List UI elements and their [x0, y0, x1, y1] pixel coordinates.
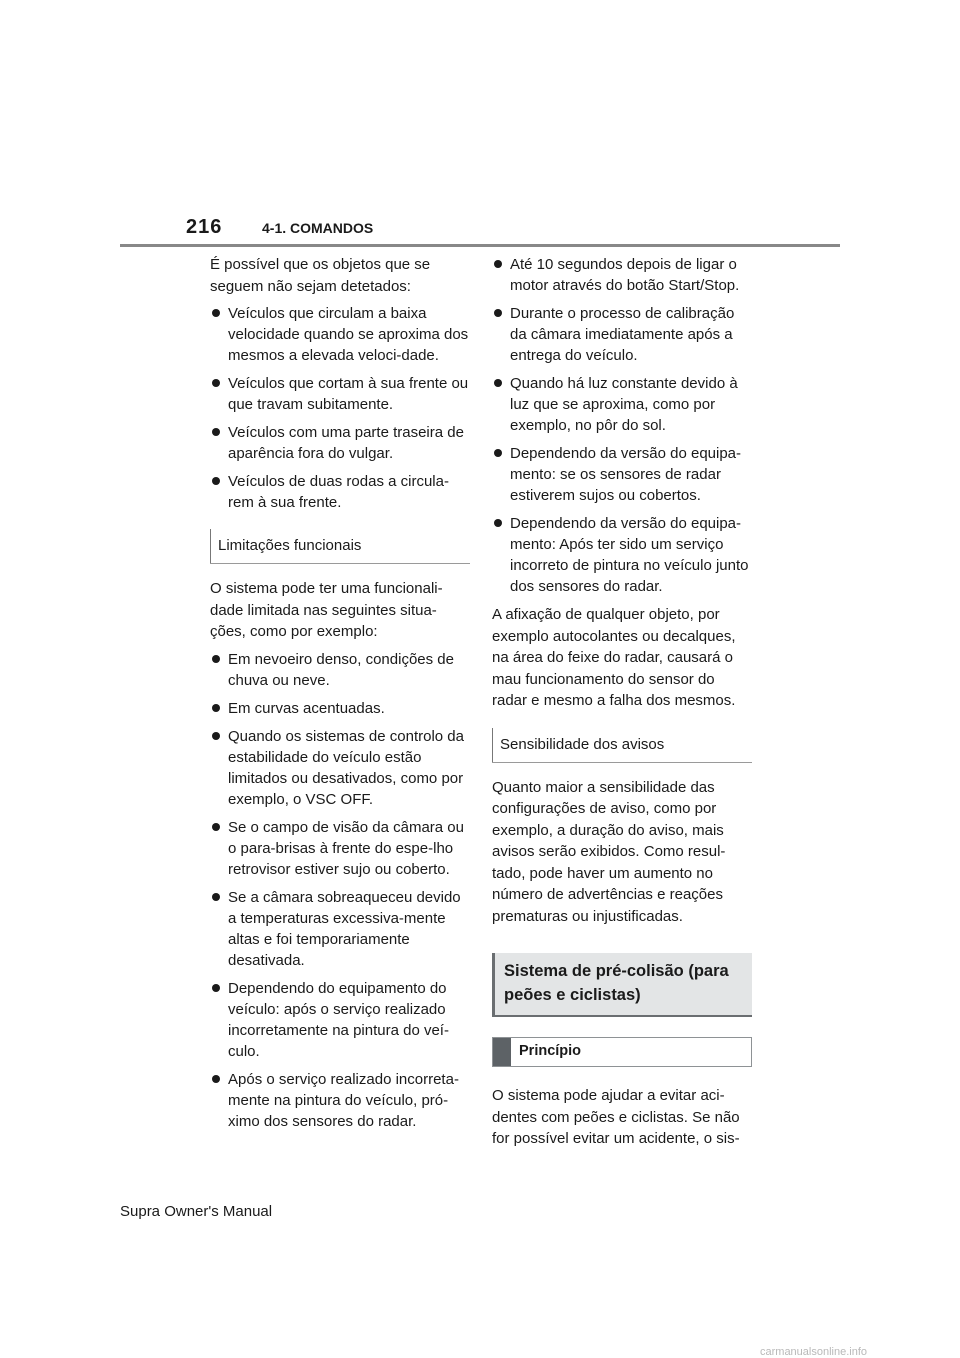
not-detected-list [210, 303, 470, 513]
intro-paragraph: É possível que os objetos que se seguem não sejam detetados: [210, 256, 431, 295]
list-item: Se o campo de visão da câmara ou o para-brisas à frente do espe-lho retrovisor estiver sujo ou coberto. [210, 817, 470, 880]
sensitivity-heading-text: Sensibilidade dos avisos [500, 735, 665, 753]
list-item: Durante o processo de calibração da câmara imediatamente após a entrega do veículo. [492, 303, 752, 366]
limitations-heading [210, 529, 470, 564]
list-item: Veículos que cortam à sua frente ou que travam subitamente. [210, 373, 470, 415]
list-item: Quando os sistemas de controlo da estabilidade do veículo estão limitados ou desativados, como por exemplo, o VSC OFF. [210, 726, 470, 810]
list-item: Quando há luz constante devido à luz que se aproxima, como por exemplo, no pôr do sol. [492, 373, 752, 436]
left-column [210, 254, 470, 1139]
principle-paragraph: O sistema pode ajudar a evitar aci-dentes com peões e ciclistas. Se não for possível evitar um acidente, o sis- [492, 1087, 740, 1147]
radar-note: A afixação de qualquer objeto, por exemplo autocolantes ou decalques, na área do feixe do radar, causará o mau funcionamento do sensor do radar e mesmo a falha dos mesmos. [492, 606, 736, 709]
header-divider [120, 244, 840, 247]
limitations-intro: O sistema pode ter uma funcionali-dade limitada nas seguintes situa-ções, como por exemplo: [210, 580, 443, 640]
sensitivity-heading [492, 728, 752, 763]
section-title: 4-1. COMANDOS [262, 220, 374, 236]
precollision-section-heading: Sistema de pré-colisão (para peões e ciclistas) [492, 953, 752, 1017]
limitations-list-continued [492, 254, 752, 597]
principle-heading: Princípio [492, 1037, 752, 1067]
right-column [492, 254, 752, 1156]
list-item: Até 10 segundos depois de ligar o motor através do botão Start/Stop. [492, 254, 752, 296]
limitations-list [210, 649, 470, 1132]
list-item: Dependendo da versão do equipa-mento: Após ter sido um serviço incorreto de pintura no veículo junto dos sensores do radar. [492, 513, 752, 597]
limitations-heading-text: Limitações funcionais [218, 537, 362, 554]
watermark: carmanualsonline.info [760, 1346, 868, 1358]
page-number: 216 [186, 216, 223, 238]
list-item: Veículos de duas rodas a circula-rem à sua frente. [210, 471, 470, 513]
list-item: Após o serviço realizado incorreta-mente na pintura do veículo, pró-ximo dos sensores do radar. [210, 1069, 470, 1132]
sensitivity-paragraph: Quanto maior a sensibilidade das configurações de aviso, como por exemplo, a duração do aviso, mais avisos serão exibidos. Como resul-tado, pode haver um aumento no número de advertências e reações prematuras ou injustificadas. [492, 778, 726, 925]
manual-title: Supra Owner's Manual [120, 1203, 273, 1220]
list-item: Dependendo da versão do equipa-mento: se os sensores de radar estiverem sujos ou cobertos. [492, 443, 752, 506]
list-item: Se a câmara sobreaqueceu devido a temperaturas excessiva-mente altas e foi temporariamente desativada. [210, 887, 470, 971]
list-item: Em nevoeiro denso, condições de chuva ou neve. [210, 649, 470, 691]
list-item: Dependendo do equipamento do veículo: após o serviço realizado incorretamente na pintura do veí-culo. [210, 978, 470, 1062]
page-header [0, 0, 960, 250]
list-item: Veículos com uma parte traseira de aparência fora do vulgar. [210, 422, 470, 464]
list-item: Veículos que circulam a baixa velocidade quando se aproxima dos mesmos a elevada veloci-dade. [210, 303, 470, 366]
list-item: Em curvas acentuadas. [210, 698, 470, 719]
